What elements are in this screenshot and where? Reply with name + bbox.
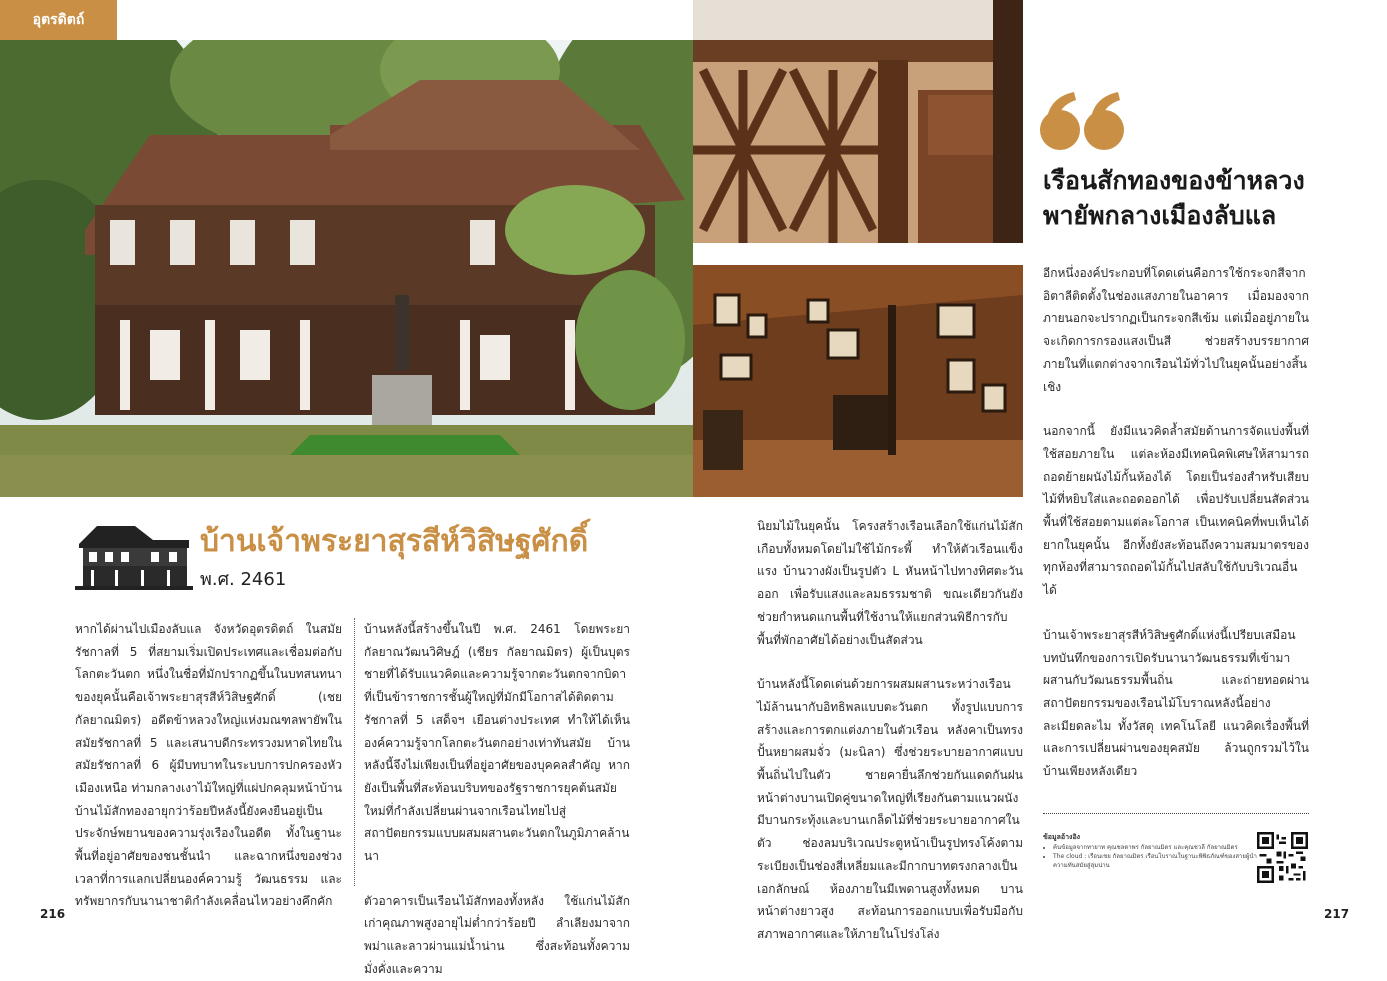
column-3 <box>757 515 1023 941</box>
col4-paragraph-2: นอกจากนี้ ยังมีแนวคิดล้ำสมัยด้านการจัดแบ่งพื้นที่ใช้สอยภายใน แต่ละห้องมีเทคนิคพิเศษให้สามารถถอดย้ายผนังไม้กั้นห้องได้ โดยเป็นร่องสำหรับเสียบไม้ที่หยิบใส่และถอดออกได้ เพื่อปรับเปลี่ยนสัดส่วนพื้นที่ใช้สอยตามแต่ละโอกาส เป็นเทคนิคที่พบเห็นได้ยากในยุคนั้น อีกทั้งยังสะท้อนถึงความสมมาตรของทุกห้องที่สามารถถอดไม้กั้นไปสลับใช้กับบริเวณอื่นได้ <box>1043 424 1309 598</box>
main-house-photo <box>0 40 693 497</box>
references-title: ข้อมูลอ้างอิง <box>1043 833 1081 841</box>
quote-title-line-2: พายัพกลางเมืองลับแล <box>1043 201 1277 230</box>
col4-paragraph-1: อีกหนึ่งองค์ประกอบที่โดดเด่นคือการใช้กระจกสีจากอิตาลีติดตั้งในช่องแสงภายในอาคาร เมื่อมองจากภายนอกจะปรากฏเป็นกระจกสีเข้ม แต่เมื่ออยู่ภายในจะเกิดการกรองแสงเป็นสี ช่วยสร้างบรรยากาศภายในที่แตกต่างจากเรือนไม้ทั่วไปในยุคนั้นอย่างสิ้นเชิง <box>1043 266 1309 394</box>
quote-title <box>1043 163 1305 233</box>
col2-paragraph-1: บ้านหลังนี้สร้างขึ้นในปี พ.ศ. 2461 โดยพระยากัลยาณวัฒนวิศิษฎ์ (เชียร กัลยาณมิตร) ผู้เป็นบุตรชายที่ได้รับแนวคิดและความรู้จากตะวันตกจากบิดาที่เป็นข้าราชการชั้นผู้ใหญ่ที่มักมีโอกาสได้ติดตามรัชกาลที่ 5 เสด็จฯ เยือนต่างประเทศ ทำให้ได้เห็นองค์ความรู้จากโลกตะวันตกอย่างเท่าทันสมัย บ้านหลังนี้จึงไม่เพียงเป็นที่อยู่อาศัยของบุคคลสำคัญ หากยังเป็นพื้นที่สะท้อนบริบทของรัฐราชการยุคต้นสมัยใหม่ที่กำลังเปลี่ยนผ่านจากเรือนไทยไปสู่สถาปัตยกรรมแบบผสมผสานตะวันตกในภูมิภาคล้านนา <box>364 622 630 864</box>
col2-paragraph-2: ตัวอาคารเป็นเรือนไม้สักทองทั้งหลัง ใช้แก่นไม้สักเก่าคุณภาพสูงอายุไม่ต่ำกว่าร้อยปี ลำเลียงมาจากพม่าและลาวผ่านแม่น้ำน่าน ซึ่งสะท้อนทั้งความมั่งคั่งและความ <box>364 893 630 976</box>
column-divider <box>354 618 355 886</box>
reference-item: • The cloud : เรือนเชย กัลยาณมิตร เรือนโบราณในฐานะพิพิธภัณฑ์ของสายผู้นำความทันสมัยสู่ลุ่มน่าน <box>1053 852 1258 870</box>
page-number-right: 217 <box>1324 907 1350 921</box>
qr-code[interactable] <box>1257 832 1308 883</box>
col3-paragraph-1: นิยมไม้ในยุคนั้น โครงสร้างเรือนเลือกใช้แก่นไม้สักเกือบทั้งหมดโดยไม่ใช้ไม้กระพี้ ทำให้ตัวเรือนแข็งแรง บ้านวางผังเป็นรูปตัว L หันหน้าไปทางทิศตะวันออก เพื่อรับแสงและลมธรรมชาติ ขณะเดียวกันยังช่วยกำหนดแกนพื้นที่ใช้งานให้แยกส่วนพิธีการกับพื้นที่พักอาศัยได้อย่างเป็นสัดส่วน <box>757 519 1023 647</box>
column-4 <box>1043 262 1309 779</box>
column-2 <box>364 618 630 976</box>
article-title: บ้านเจ้าพระยาสุรสีห์วิสิษฐศักดิ์ <box>200 524 589 559</box>
quote-title-line-1: เรือนสักทองของข้าหลวง <box>1043 166 1305 195</box>
col4-paragraph-3: บ้านเจ้าพระยาสุรสีห์วิสิษฐศักดิ์แห่งนี้เปรียบเสมือนบทบันทึกของการเปิดรับนานาวัฒนธรรมที่เข้ามาผสานกับวัฒนธรรมพื้นถิ่น และถ่ายทอดผ่านสถาปัตยกรรมของเรือนไม้โบราณหลังนี้อย่างละเมียดละไม ทั้งวัสดุ เทคโนโลยี แนวคิดเรื่องพื้นที่ และการเปลี่ยนผ่านของยุคสมัย ล้วนถูกรวมไว้ในบ้านเพียงหลังเดียว <box>1043 627 1309 779</box>
col3-paragraph-2: บ้านหลังนี้โดดเด่นด้วยการผสมผสานระหว่างเรือนไม้ล้านนากับอิทธิพลแบบตะวันตก ทั้งรูปแบบการสร้างและการตกแต่งภายในตัวเรือน หลังคาเป็นทรงปั้นหยาผสมจั่ว (มะนิลา) ซึ่งช่วยระบายอากาศแบบพื้นถิ่นไปในตัว ชายคายื่นลึกช่วยกันแดดกันฝน หน้าต่างบานเปิดคู่ขนาดใหญ่ที่เรียงกันตามแนวผนัง มีบานกระทุ้งและบานเกล็ดไม้ที่ช่วยระบายอากาศในตัว ช่องลมบริเวณประตูหน้าเป็นรูปทรงโค้งตามระเบียงเป็นช่องสี่เหลี่ยมและมีกากบาทตรงกลางเป็นเอกลักษณ์ ห้องภายในมีเพดานสูงทั้งหมด บานหน้าต่างยาวสูง สะท้อนการออกแบบเพื่อรับมือกับสภาพอากาศและให้ภายในโปร่งโล่ง <box>757 677 1023 941</box>
page-number-left: 216 <box>40 907 66 921</box>
quote-mark-icon <box>1040 90 1130 155</box>
column-1 <box>75 618 342 909</box>
reference-item: • ค้นข้อมูลจากทายาท คุณชลดาพร กัลยาณมิตร และคุณชวลี กัลยาณมิตร <box>1053 843 1258 852</box>
lattice-railing-photo <box>693 0 1023 243</box>
references-list <box>1043 843 1258 870</box>
article-year: พ.ศ. 2461 <box>200 569 287 590</box>
house-illustration-icon <box>75 522 193 592</box>
col1-paragraph: หากได้ผ่านไปเมืองลับแล จังหวัดอุตรดิตถ์ ในสมัยรัชกาลที่ 5 ที่สยามเริ่มเปิดประเทศและเชื่อมต่อกับโลกตะวันตก หนึ่งในชื่อที่มักปรากฏขึ้นในบทสนทนาของยุคนั้นคือเจ้าพระยาสุรสีห์วิสิษฐศักดิ์ (เชย กัลยาณมิตร) อดีตข้าหลวงใหญ่แห่งมณฑลพายัพในสมัยรัชกาลที่ 5 และเสนาบดีกระทรวงมหาดไทยในสมัยรัชกาลที่ 6 ผู้มีบทบาทในระบบการปกครองหัวเมืองเหนือ ท่ามกลางเงาไม้ใหญ่ที่แผ่ปกคลุมหน้าบ้านบ้านไม้สักทองอายุกว่าร้อยปีหลังนี้ยังคงยืนอยู่เป็นประจักษ์พยานของความรุ่งเรืองในอดีต ทั้งในฐานะพื้นที่อยู่อาศัยของชนชั้นนำ และฉากหนึ่งของช่วงเวลาที่การแลกเปลี่ยนองค์ความรู้ วัฒนธรรม และทรัพยากรกับนานาชาติกำลังเคลื่อนไหวอย่างคึกคัก <box>75 622 342 909</box>
references-divider <box>1043 813 1309 814</box>
section-tag: อุตรดิตถ์ <box>0 0 117 40</box>
interior-room-photo <box>693 265 1023 497</box>
